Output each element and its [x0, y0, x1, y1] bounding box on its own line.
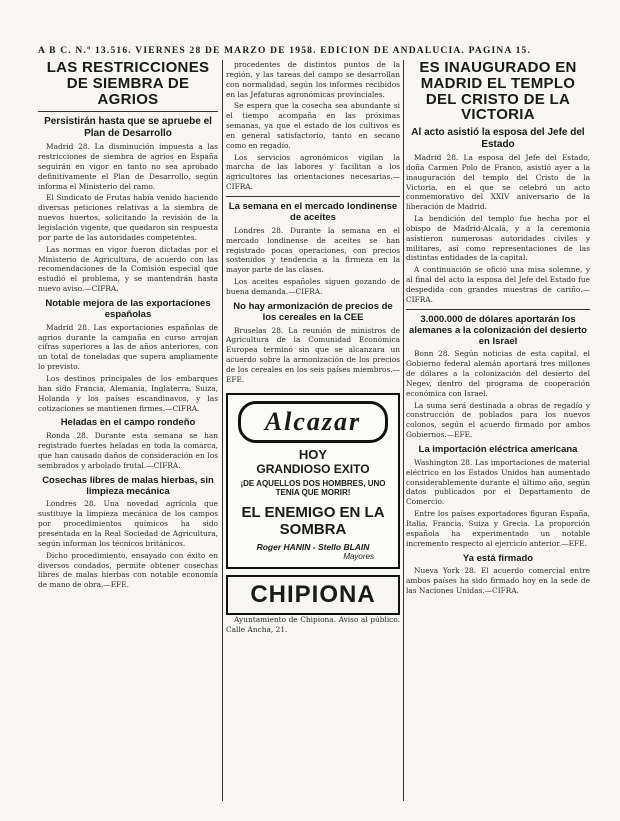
article-paragraph: La suma será destinada a obras de regadío y construcción de poblados para los nuevos colonos, según el acuerdo firmado por ambos Gobiernos.—EFE.: [406, 400, 590, 440]
article-paragraph: Nueva York 28. El acuerdo comercial entre ambos países ha sido firmado hoy en la sede de las Naciones Unidas.—CIFRA.: [406, 566, 590, 596]
article-paragraph: Entre los países exportadores figuran España, Italia, Francia, Suiza y Grecia. La proporción española ha experimentado un notable incremento respecto al ejercicio anterior.—EFE.: [406, 509, 590, 548]
subhead-malas-hierbas: Cosechas libres de malas hierbas, sin limpieza mecánica: [42, 474, 214, 497]
ad-grandioso: GRANDIOSO EXITO: [256, 461, 370, 476]
subhead-plan-desarrollo: Persistirán hasta que se apruebe el Plan de Desarrollo: [44, 116, 212, 139]
article-paragraph: Madrid 28. Las exportaciones españolas de agrios durante la campaña en curso arrojan cifras superiores a las de años anteriores, con un total de toneladas que supera ampliamente lo previsto.: [38, 322, 218, 372]
subhead-dolares-israel: 3.000.000 de dólares aportarán los alemanes a la colonización del desierto en Israel: [409, 313, 587, 347]
article-paragraph: Dicho procedimiento, ensayado con éxito en diversos condados, permite obtener cosechas libres de malas hierbas con notable economía de mano de obra.—EFE.: [38, 550, 218, 590]
cinema-advertisement: [226, 393, 400, 570]
subhead-importacion: La importación eléctrica americana: [418, 444, 578, 456]
column-rule: [403, 60, 404, 801]
ad-hoy: HOY: [298, 446, 328, 462]
article-paragraph: La bendición del templo fue hecha por el obispo de Madrid-Alcalá, y a la ceremonia asistieron numerosas autoridades civiles y militares, así como representaciones de las distintas entidades de la capital.: [406, 214, 590, 263]
alcazar-logo: Alcazar: [238, 401, 388, 443]
subhead-heladas: Heladas en el campo rondeño: [60, 417, 196, 429]
headline-templo: ES INAUGURADO EN MADRID EL TEMPLO DEL CRISTO DE LA VICTORIA: [419, 60, 577, 124]
column-right: [406, 60, 590, 801]
ad-tagline: ¡DE AQUELLOS DOS HOMBRES, UNO TENIA QUE MORIR!: [240, 478, 386, 498]
subhead-firmado: Ya está firmado: [462, 552, 534, 564]
article-paragraph: Londres 28. Durante la semana en el mercado londinense de aceites se han registrado pocas operaciones, con precios sostenidos y tendencia a la firmeza en la mayor parte de las clases.: [226, 225, 400, 275]
article-paragraph: Bruselas 28. La reunión de ministros de Agricultura de la Comunidad Económica Europea terminó sin que se alcanzara un acuerdo sobre la armonización de los precios de los cereales en los seis países miembros.—EFE.: [226, 325, 400, 384]
column-rule: [222, 60, 223, 801]
film-cast: Roger HANIN - Stello BLAIN: [256, 542, 370, 553]
article-paragraph: Madrid 28. La esposa del Jefe del Estado, doña Carmen Polo de Franco, asistió ayer a la inauguración del templo del Cristo de la Victoria, en el que se celebró un acto conmemorativo del XXIV aniversario de la liberación de Madrid.: [406, 153, 590, 212]
divider: [226, 196, 400, 197]
article-paragraph: Madrid 28. La disminución impuesta a las restricciones de siembra de agrios en España seguirán en vigor en tanto no sea aprobado definitivamente el Plan de Desarrollo, según informa el Ministerio del ramo.: [38, 142, 218, 191]
article-paragraph: Londres 28. Una novedad agrícola que sustituye la limpieza mecánica de los campos por procedimientos químicos ha sido presentada en la Real Sociedad de Agricultura, según informan los técnicos británicos.: [38, 499, 218, 548]
article-paragraph: A continuación se ofició una misa solemne, y al final del acto la esposa del Jefe del Estado fue despedida con grandes muestras de cariño.—CIFRA.: [406, 265, 590, 304]
running-head: A B C. N.º 13.516. VIERNES 28 DE MARZO DE 1958. EDICION DE ANDALUCIA. PAGINA 15.: [38, 46, 532, 56]
chipiona-banner: CHIPIONA: [226, 575, 400, 615]
subhead-exportaciones: Notable mejora de las exportaciones españolas: [45, 297, 211, 320]
article-paragraph: Bonn 28. Según noticias de esta capital, el Gobierno federal alemán aportará tres millones de dólares a la colonización del desierto del Negev, dentro del programa de cooperación económica con Israel.: [406, 349, 590, 398]
article-paragraph: Los servicios agronómicos vigilan la marcha de las labores y facilitan a los agricultores las orientaciones necesarias.—CIFRA.: [226, 152, 400, 192]
column-middle: [226, 60, 400, 801]
divider: [406, 309, 590, 310]
article-paragraph: procedentes de distintos puntos de la región, y las tareas del campo se desarrollan con normalidad, según los informes recibidos en las Jefaturas agronómicas provinciales.: [226, 60, 400, 99]
subhead-esposa-jefe: Al acto asistió la esposa del Jefe del Estado: [411, 127, 585, 150]
subhead-cereales: No hay armonización de precios de los cereales en la CEE: [233, 300, 393, 323]
headline-agrios: LAS RESTRICCIONES DE SIEMBRA DE AGRIOS: [46, 60, 210, 108]
subhead-aceites: La semana en el mercado londinense de aceites: [228, 200, 398, 223]
article-paragraph: Ronda 28. Durante esta semana se han registrado fuertes heladas en toda la comarca, que han causado daños de consideración en los sembrados y arbolado frutal.—CIFRA.: [38, 431, 218, 470]
age-rating: Mayores: [343, 552, 374, 562]
divider: [38, 111, 218, 112]
article-paragraph: Se espera que la cosecha sea abundante si el tiempo acompaña en las próximas semanas, ya que el estado de los cultivos es en general satisfactorio, tanto en secano como en regadío.: [226, 101, 400, 150]
article-paragraph: Los destinos principales de los embarques han sido Francia, Alemania, Inglaterra, Suiza, Holanda y los países escandinavos, y las cotizaciones se mantienen firmes.—CIFRA.: [38, 373, 218, 413]
article-paragraph: Las normas en vigor fueron dictadas por el Ministerio de Agricultura, de acuerdo con las recomendaciones de la Comisión especial que estudió el problema, y se mantendrán hasta nuevo aviso.—CIFRA.: [38, 244, 218, 294]
column-left: [38, 60, 218, 801]
article-paragraph: Los aceites españoles siguen gozando de buena demanda.—CIFRA.: [226, 277, 400, 296]
article-paragraph: El Sindicato de Frutas había venido haciendo diversas peticiones relativas a la siembra de nuevos huertos, solicitando la revisión de la legislación vigente, que quedaron sin respuesta por parte de las autoridades competentes.: [38, 193, 218, 242]
film-title: EL ENEMIGO EN LA SOMBRA: [241, 503, 385, 539]
chipiona-note: Ayuntamiento de Chipiona. Aviso al público. Calle Ancha, 21.: [226, 615, 400, 635]
article-paragraph: Washington 28. Las importaciones de material eléctrico en los Estados Unidos han aumentado considerablemente durante el último año, según datos publicados por el Departamento de Comercio.: [406, 457, 590, 507]
